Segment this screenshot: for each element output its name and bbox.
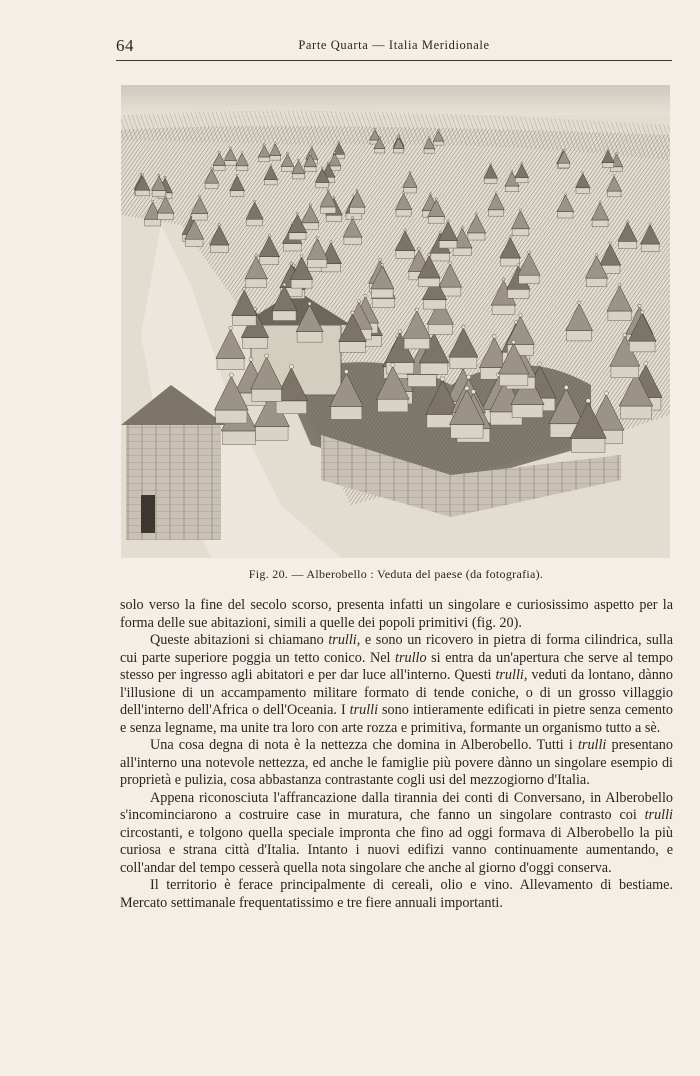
body-text (120, 597, 673, 912)
header-rule (116, 60, 672, 61)
running-head: Parte Quarta — Italia Meridionale (298, 38, 490, 52)
figure-caption: Fig. 20. — Alberobello : Veduta del paese (da fotografia). (248, 567, 544, 581)
paragraph-1: solo verso la fine del secolo scorso, presenta infatti un singolare e curiosissimo aspetto per la forma delle sue abitazioni, simili a quelle dei popoli primitivi (fig. 20). (120, 597, 673, 631)
paragraph-5: Il territorio è ferace principalmente di cereali, olio e vino. Allevamento di bestiame. Mercato settimanale frequentatissimo e tre fiere annuali importanti. (120, 877, 673, 911)
page-header (116, 34, 672, 58)
figure-engraving (121, 85, 670, 558)
paragraph-4: Appena riconosciuta l'affrancazione dalla tirannia dei conti di Conversano, in Alberobello s'incominciarono a costruire case in muratura, che fanno un singolare contrasto coi trulli circostanti, e tolgono quella speciale impronta che fino ad oggi formava di Alberobello la più curiosa e strana città d'Italia. Intanto i nuovi edifizi vanno continuamente aumentando, e coll'andar del tempo cesserà quella nota singolare che anche al giorno d'oggi conserva. (120, 789, 673, 876)
page-number: 64 (116, 36, 134, 55)
engraving-alberobello-trulli-icon (121, 85, 670, 558)
paragraph-3: Una cosa degna di nota è la nettezza che domina in Alberobello. Tutti i trulli presentano all'interno una notevole nettezza, ed anche le famiglie più povere dànno un singolare esempio di proprietà e pulizia, cosa abbastanza contrastante cogli usi del mezzogiorno d'Italia. (120, 737, 673, 788)
paragraph-2: Queste abitazioni si chiamano trulli, e sono un ricovero in pietra di forma cilindrica, sulla cui parte superiore poggia un tetto conico. Nel trullo si entra da un'apertura che serve al tempo stesso per ingresso agli abitatori e per dar luce all'interno. Questi trulli, veduti da lontano, dànno l'illusione di un accampamento militare formato di tende coniche, o di un grosso villaggio dell'interno dell'Africa o dell'Oceania. I trulli sono intieramente edificati in pietre senza cemento e senza legname, ma unite tra loro con arte rozza e primitiva, formante un organismo tutto a sè. (120, 632, 674, 736)
